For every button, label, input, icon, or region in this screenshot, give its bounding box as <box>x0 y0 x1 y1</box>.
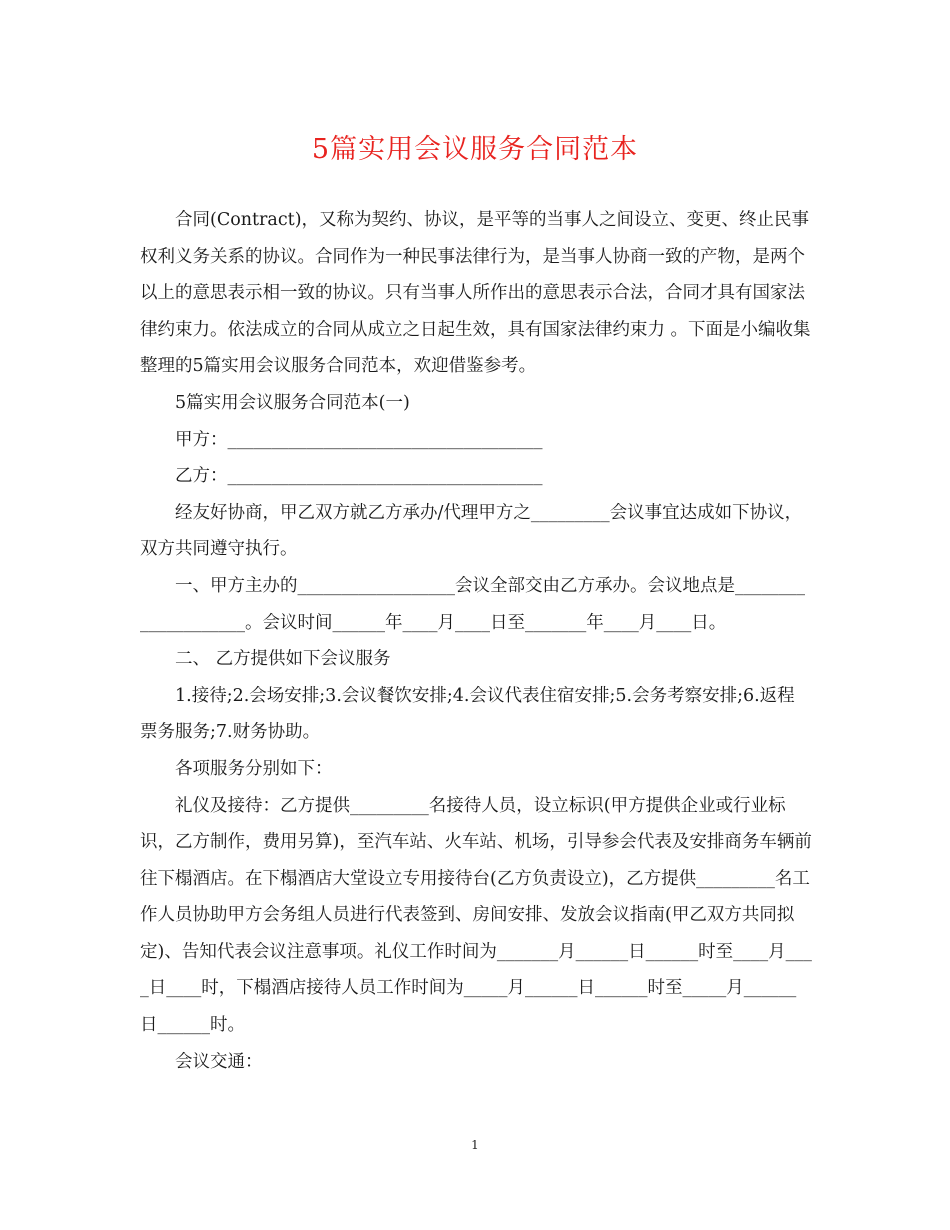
paragraph-intro: 合同(Contract)，又称为契约、协议，是平等的当事人之间设立、变更、终止民事权利义务关系的协议。合同作为一种民事法律行为，是当事人协商一致的产物，是两个以上的意思表示相一致的协议。只有当事人所作出的意思表示合法，合同才具有国家法律约束力。依法成立的合同从成立之日起生效，具有国家法律约束力 。下面是小编收集整理的5篇实用会议服务合同范本，欢迎借鉴参考。 <box>140 210 811 377</box>
paragraph-clause-2: 二、 乙方提供如下会议服务 <box>175 649 391 670</box>
paragraph-clause-1: 一、甲方主办的__________________会议全部交由乙方承办。会议地点是____________________。会议时间______年____月____日至_______年____月____日。 <box>140 575 805 633</box>
paragraph-transport: 会议交通： <box>175 1051 263 1072</box>
document-title: 5篇实用会议服务合同范本 <box>311 134 639 165</box>
paragraph-party-b: 乙方：____________________________________ <box>175 466 543 487</box>
paragraph-reception: 礼仪及接待：乙方提供_________名接待人员，设立标识(甲方提供企业或行业标识，乙方制作，费用另算)，至汽车站、火车站、机场，引导参会代表及安排商务车辆前往下榻酒店。在下榻酒店大堂设立专用接待台(乙方负责设立)，乙方提供_________名工作人员协助甲方会务组人员进行代表签到、房间安排、发放会议指南(甲乙双方共同拟定)、告知代表会议注意事项。礼仪工作时间为_______月______日______时至____月____日____时，下榻酒店接待人员工作时间为_____月______日______时至_____月______日______时。 <box>140 795 812 1036</box>
paragraph-party-a: 甲方：____________________________________ <box>175 429 543 450</box>
paragraph-services-heading: 各项服务分别如下： <box>175 758 333 779</box>
paragraph-subtitle: 5篇实用会议服务合同范本(一) <box>175 392 410 413</box>
document-body <box>140 202 812 1080</box>
page-number: 1 <box>471 1138 479 1152</box>
paragraph-agreement: 经友好协商，甲乙双方就乙方承办/代理甲方之_________会议事宜达成如下协议，双方共同遵守执行。 <box>140 502 803 560</box>
paragraph-service-list: 1.接待;2.会场安排;3.会议餐饮安排;4.会议代表住宿安排;5.会务考察安排;6.返程票务服务;7.财务协助。 <box>140 685 795 743</box>
